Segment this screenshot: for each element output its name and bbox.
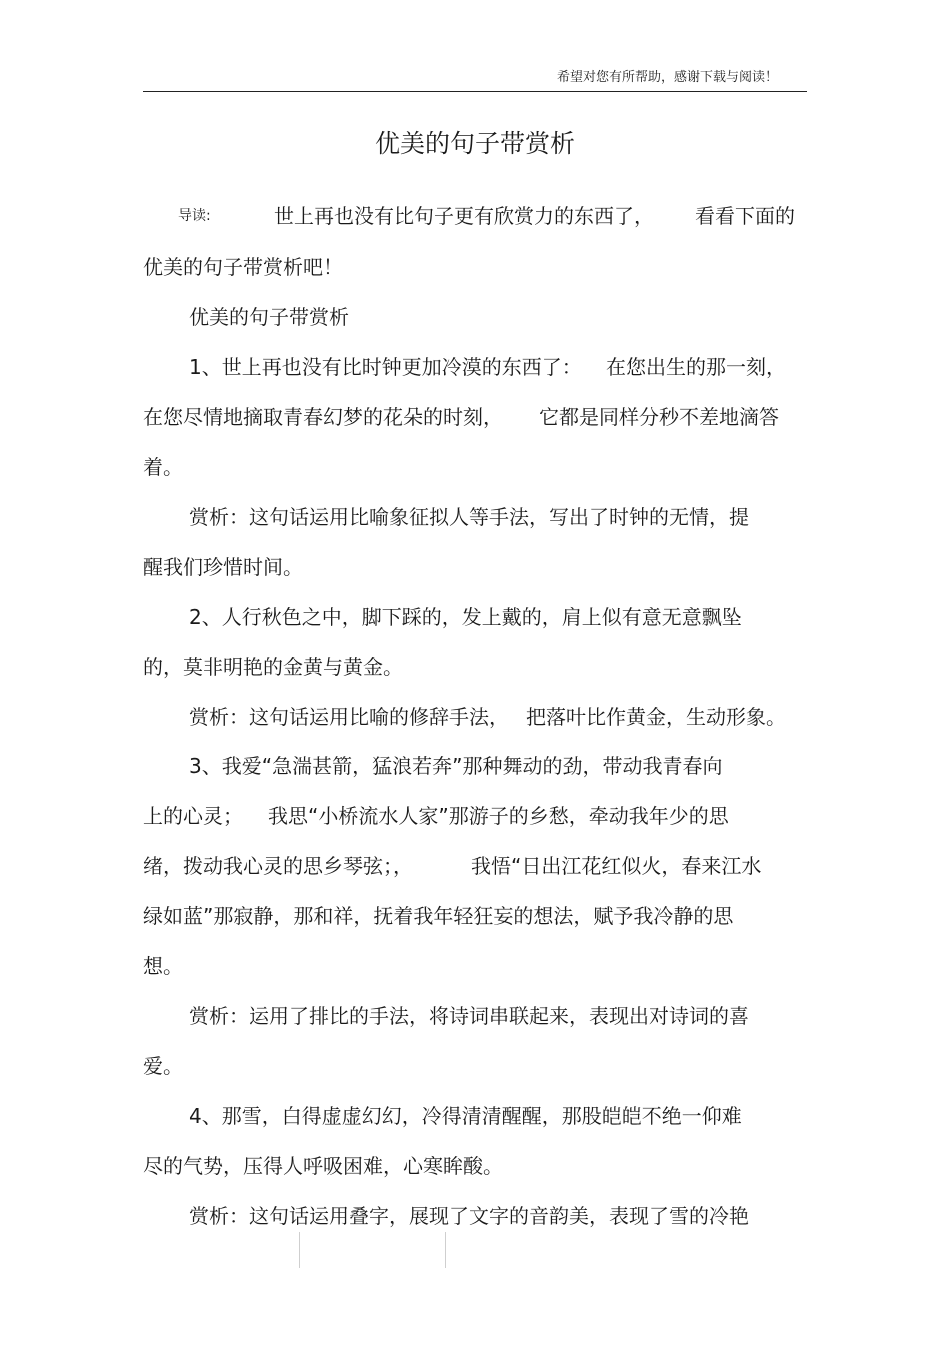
item2-line2: 的，莫非明艳的金黄与黄金。 (143, 655, 403, 679)
page-title: 优美的句子带赏析 (374, 129, 575, 158)
subheading: 优美的句子带赏析 (189, 305, 349, 329)
item4-line1: 4、那雪，白得虚虚幻幻，冷得清清醒醒，那股皑皑不绝一仰难 (189, 1104, 742, 1128)
item3-line1: 3、我爱“急湍甚箭，猛浪若奔”那种舞动的劲，带动我青春向 (189, 754, 723, 778)
gutter-mark-left (299, 1232, 300, 1268)
header-rule (143, 91, 807, 92)
note2-line1a: 赏析：这句话运用比喻的修辞手法， (189, 705, 509, 729)
note4-line1: 赏析：这句话运用叠字，展现了文字的音韵美，表现了雪的冷艳 (189, 1204, 749, 1228)
note1-line2: 醒我们珍惜时间。 (143, 555, 303, 579)
note3-line2: 爱。 (143, 1054, 183, 1078)
note3-line1: 赏析：运用了排比的手法，将诗词串联起来，表现出对诗词的喜 (189, 1004, 749, 1028)
item4-line2: 尽的气势，压得人呼吸困难，心寒眸酸。 (143, 1154, 503, 1178)
item1-line1b: 在您出生的那一刻， (606, 355, 786, 379)
item1-line3: 着。 (143, 455, 183, 479)
gutter-mark-right (445, 1232, 446, 1268)
item3-line5: 想。 (143, 954, 183, 978)
item1-line1a: 1、世上再也没有比时钟更加冷漠的东西了： (189, 355, 582, 379)
intro-text-part1: 世上再也没有比句子更有欣赏力的东西了， (274, 204, 654, 228)
note1-line1: 赏析：这句话运用比喻象征拟人等手法，写出了时钟的无情，提 (189, 505, 749, 529)
intro-text-line2: 优美的句子带赏析吧！ (143, 255, 343, 279)
note2-line1b: 把落叶比作黄金，生动形象。 (526, 705, 786, 729)
item1-line2b: 它都是同样分秒不差地滴答 (539, 405, 779, 429)
item3-line2a: 上的心灵； (143, 804, 243, 828)
item3-line2b: 我思“小桥流水人家”那游子的乡愁，牵动我年少的思 (268, 804, 729, 828)
intro-text-part2: 看看下面的 (695, 204, 795, 228)
item3-line3b: 我悟“日出江花红似火，春来江水 (471, 854, 762, 878)
intro-label: 导读: (178, 208, 211, 224)
item3-line3a: 绪，拨动我心灵的思乡琴弦；， (143, 854, 413, 878)
item2-line1: 2、人行秋色之中，脚下踩的，发上戴的，肩上似有意无意飘坠 (189, 605, 742, 629)
item3-line4: 绿如蓝”那寂静，那和祥，抚着我年轻狂妄的想法，赋予我冷静的思 (143, 904, 734, 928)
item1-line2a: 在您尽情地摘取青春幻梦的花朵的时刻， (143, 405, 503, 429)
header-note: 希望对您有所帮助，感谢下载与阅读！ (556, 70, 778, 85)
